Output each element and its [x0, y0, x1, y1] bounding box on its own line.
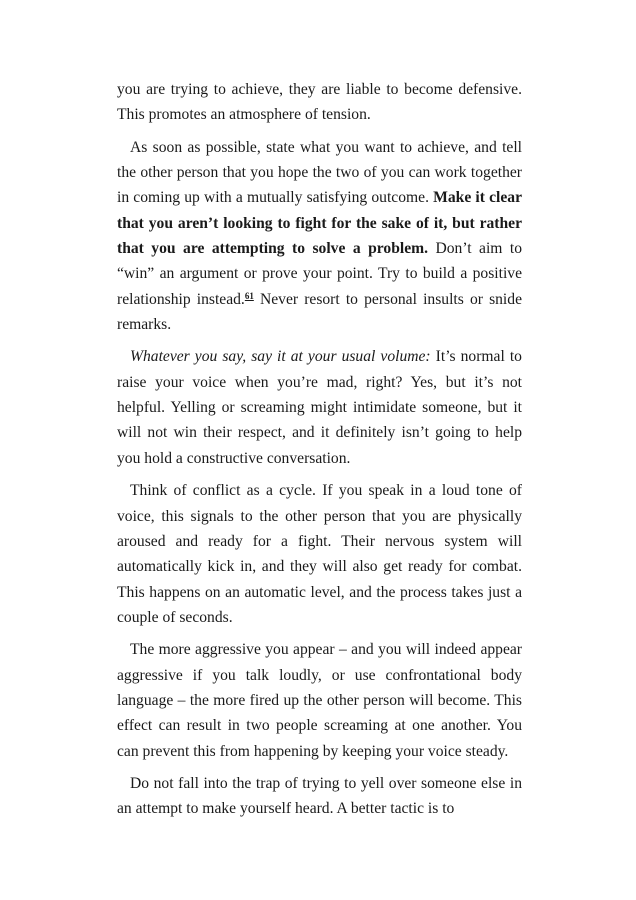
footnote-reference[interactable]: 61 [244, 290, 254, 301]
paragraph-aggressive [117, 637, 522, 764]
paragraph-text: It’s normal to raise your voice when you’re mad, right? Yes, but it’s not helpful. Yelling or screaming might intimidate someone, but it will not win their respect, and it definitely isn’t going to help you hold a constructive conversation. [117, 348, 522, 467]
paragraph-text: you are trying to achieve, they are liable to become defensive. This promotes an atmosphere of tension. [117, 81, 522, 124]
paragraph-usual-volume [117, 344, 522, 471]
paragraph-text: Don’t aim to “win” an argument or prove your point. Try to build a positive relationship instead. [117, 240, 522, 308]
italic-lead-in: Whatever you say, say it at your usual volume: [130, 348, 431, 366]
paragraph-do-not-yell [117, 771, 522, 822]
paragraph-text: Never resort to personal insults or snide remarks. [117, 290, 522, 334]
paragraph-conflict-cycle [117, 478, 522, 630]
text-column [117, 77, 522, 822]
paragraph-text: As soon as possible, state what you want to achieve, and tell the other person that you hope the two of you can work together in coming up with a mutually satisfying outcome. [117, 138, 522, 207]
paragraph-text: Think of conflict as a cycle. If you speak in a loud tone of voice, this signals to the other person that you are physically aroused and ready for a fight. Their nervous system will automatically kick in, and they will also get ready for combat. This happens on an automatic level, and the process takes just a couple of seconds. [117, 482, 522, 626]
paragraph-continuation [117, 77, 522, 128]
paragraph-text: The more aggressive you appear – and you will indeed appear aggressive if you talk loudly, or use confrontational body language – the more fired up the other person will become. This effect can result in two people screaming at one another. You can prevent this from happening by keeping your voice steady. [117, 641, 522, 760]
paragraph-state-goal [117, 135, 522, 338]
bold-emphasis: Make it clear that you aren’t looking to fight for the sake of it, but rather that you are attempting to solve a problem. [117, 189, 522, 258]
paragraph-text: Do not fall into the trap of trying to yell over someone else in an attempt to make yourself heard. A better tactic is to [117, 774, 522, 818]
